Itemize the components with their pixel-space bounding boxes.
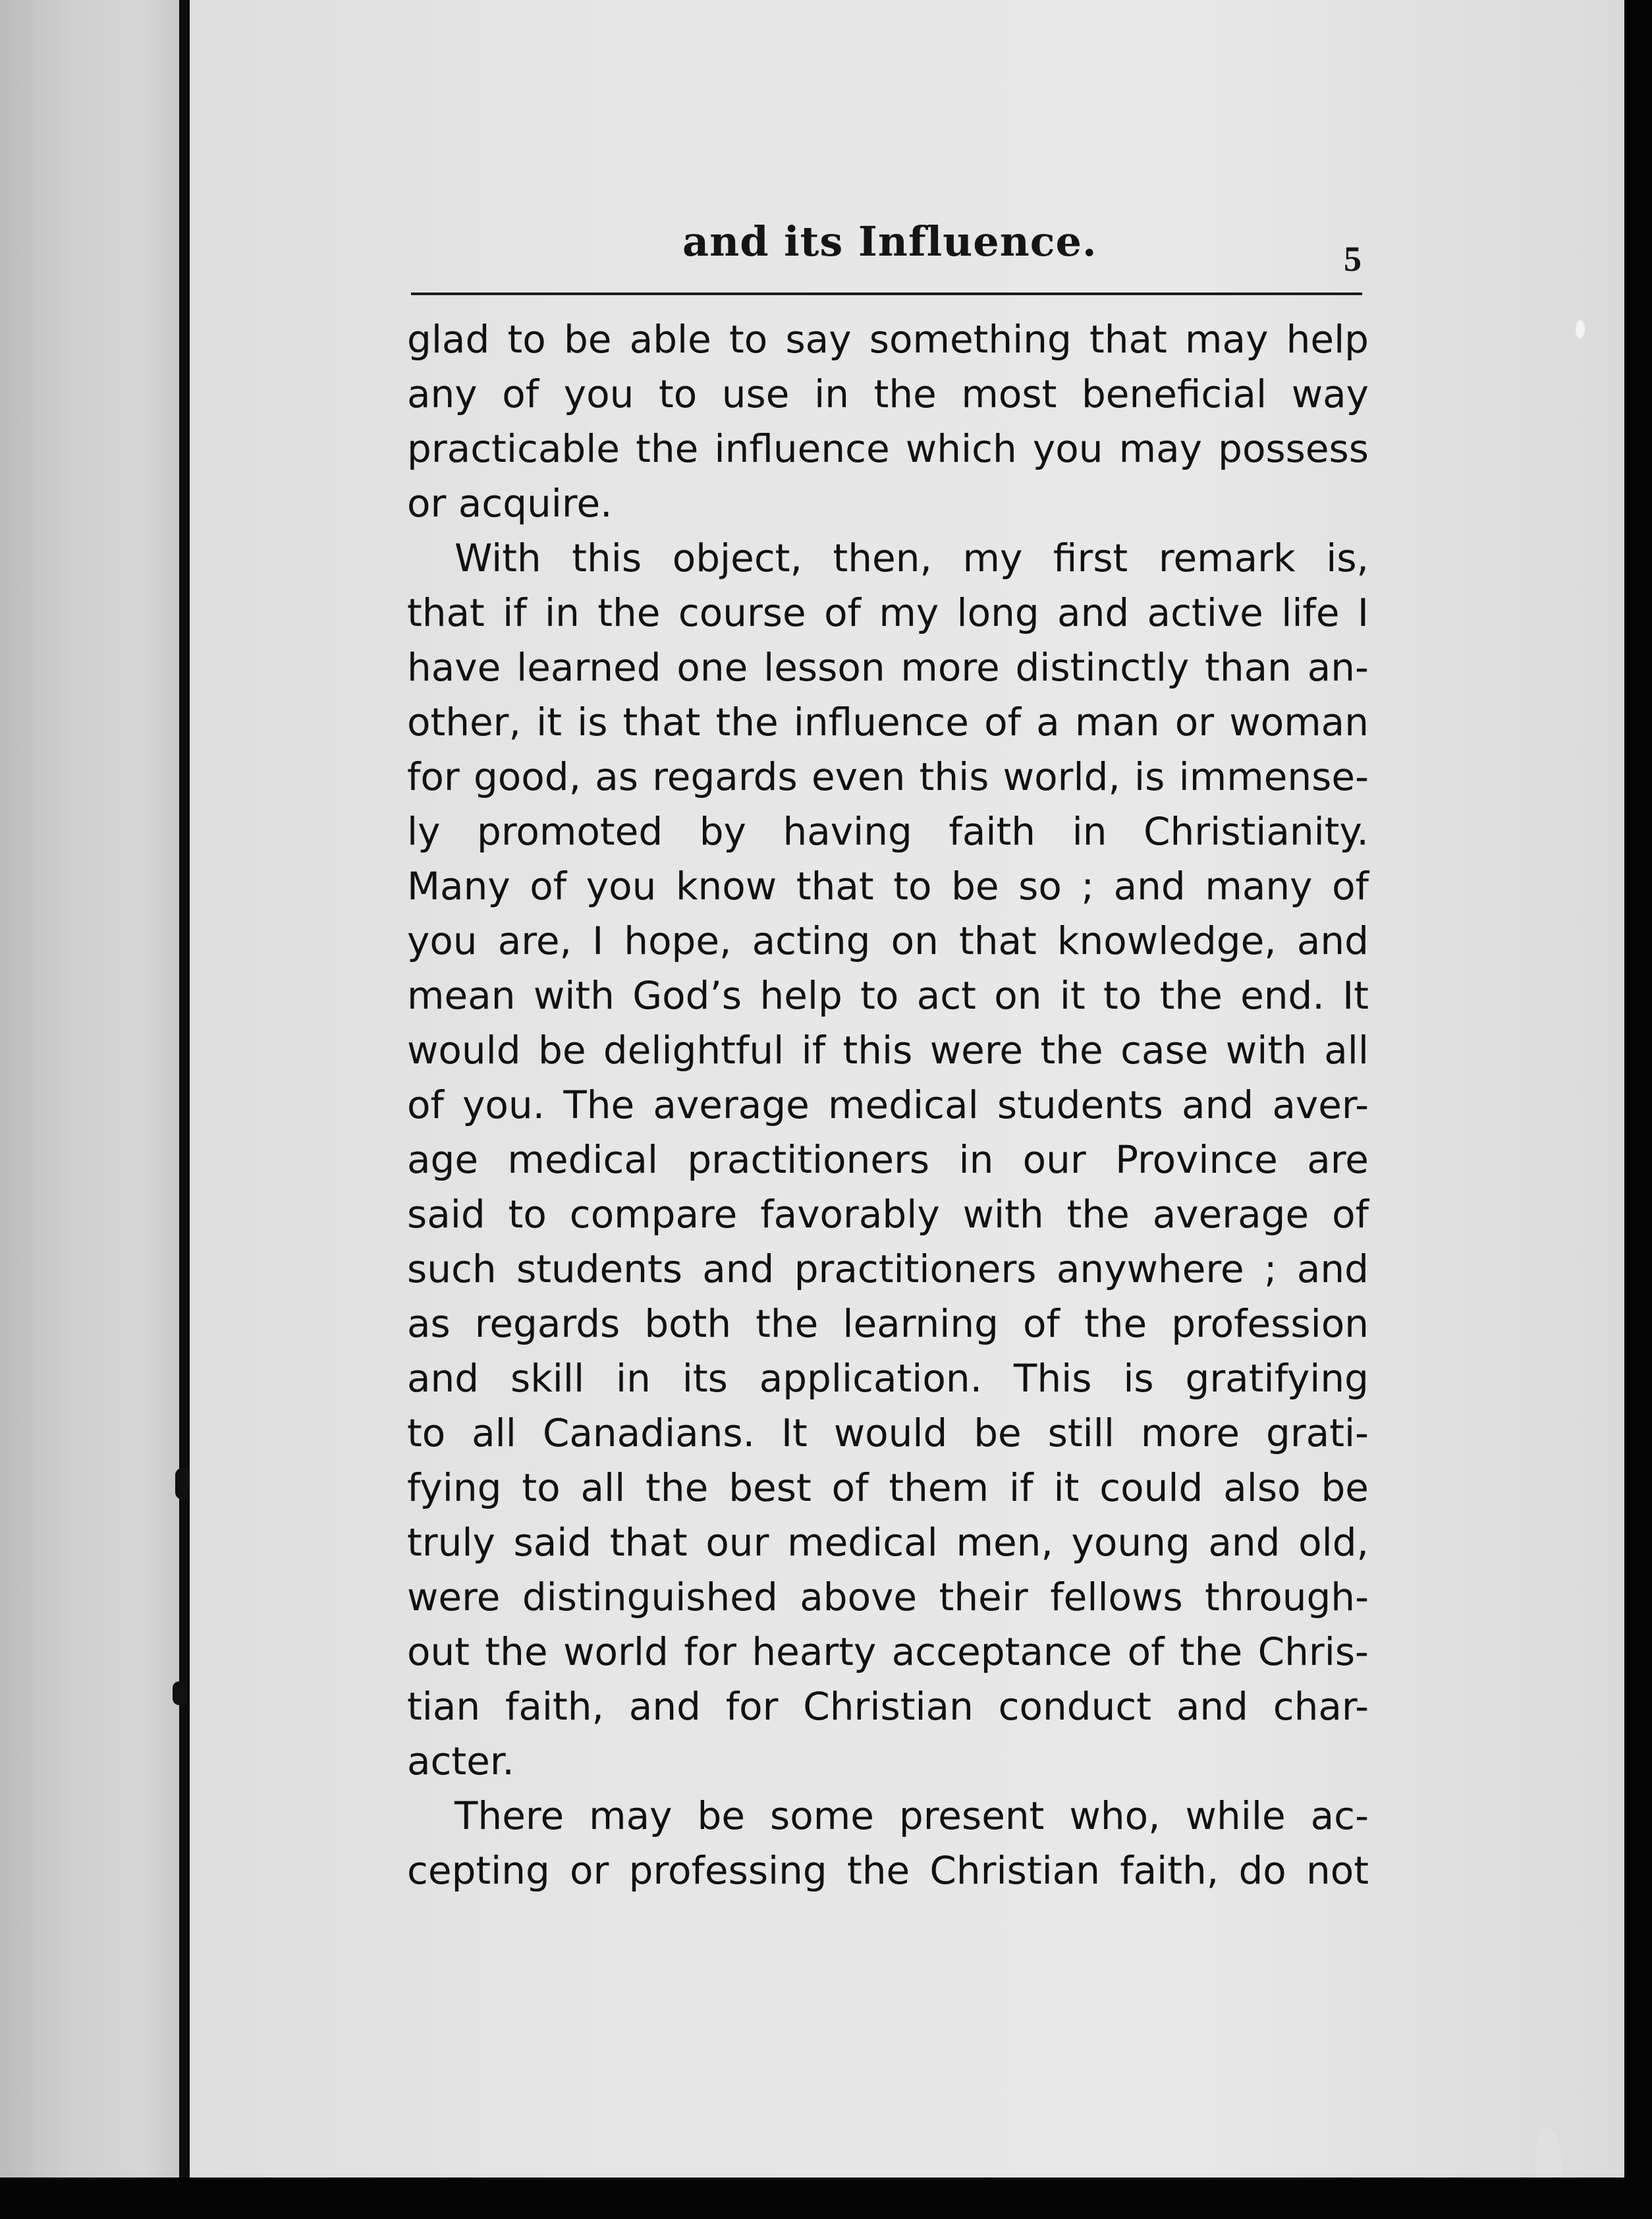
text-line: other, it is that the influence of a man or woman <box>407 700 1369 744</box>
text-line: to all Canadians. It would be still more grati- <box>407 1411 1369 1455</box>
binding-mark <box>175 1468 190 1500</box>
running-head: and its Influence. <box>682 217 1097 266</box>
text-line: There may be some present who, while ac- <box>454 1793 1369 1838</box>
body-text <box>407 314 1369 1921</box>
text-line: truly said that our medical men, young and old, <box>407 1520 1369 1565</box>
text-line: for good, as regards even this world, is immense- <box>407 754 1369 799</box>
text-line: Many of you know that to be so ; and many of <box>407 864 1369 909</box>
page-number: 5 <box>1344 239 1362 279</box>
text-line: said to compare favorably with the average of <box>407 1192 1369 1237</box>
text-line: cepting or professing the Christian faith, do not <box>407 1848 1369 1893</box>
text-line: glad to be able to say something that may help <box>407 317 1369 362</box>
bottom-scan-border <box>0 2177 1652 2219</box>
text-line: were distinguished above their fellows through- <box>407 1575 1369 1619</box>
right-scan-border <box>1624 0 1652 2219</box>
text-line: or acquire. <box>407 481 613 526</box>
text-line: you are, I hope, acting on that knowledge, and <box>407 918 1369 963</box>
text-line: as regards both the learning of the profession <box>407 1301 1369 1346</box>
text-line: such students and practitioners anywhere ; and <box>407 1247 1369 1291</box>
text-line: fying to all the best of them if it could also be <box>407 1465 1369 1510</box>
text-line: age medical practitioners in our Province are <box>407 1137 1369 1182</box>
text-line: practicable the influence which you may possess <box>407 426 1369 471</box>
text-line: ly promoted by having faith in Christianity. <box>407 809 1369 854</box>
text-line: that if in the course of my long and active life I <box>407 590 1369 635</box>
text-line: mean with God’s help to act on it to the end. It <box>407 973 1369 1018</box>
text-line: have learned one lesson more distinctly than an- <box>407 645 1369 690</box>
text-line: of you. The average medical students and aver- <box>407 1082 1369 1127</box>
header-rule <box>411 293 1362 295</box>
text-line: With this object, then, my first remark is, <box>454 536 1369 580</box>
text-line: and skill in its application. This is gratifying <box>407 1356 1369 1401</box>
text-line: any of you to use in the most beneficial way <box>407 372 1369 416</box>
binding-mark <box>173 1681 187 1705</box>
text-line: out the world for hearty acceptance of the Chris- <box>407 1629 1369 1674</box>
text-line: acter. <box>407 1739 514 1784</box>
text-line: would be delightful if this were the case with all <box>407 1028 1369 1073</box>
gutter-shadow <box>179 0 190 2177</box>
left-page-edge <box>0 0 179 2177</box>
text-line: tian faith, and for Christian conduct and char- <box>407 1684 1369 1729</box>
